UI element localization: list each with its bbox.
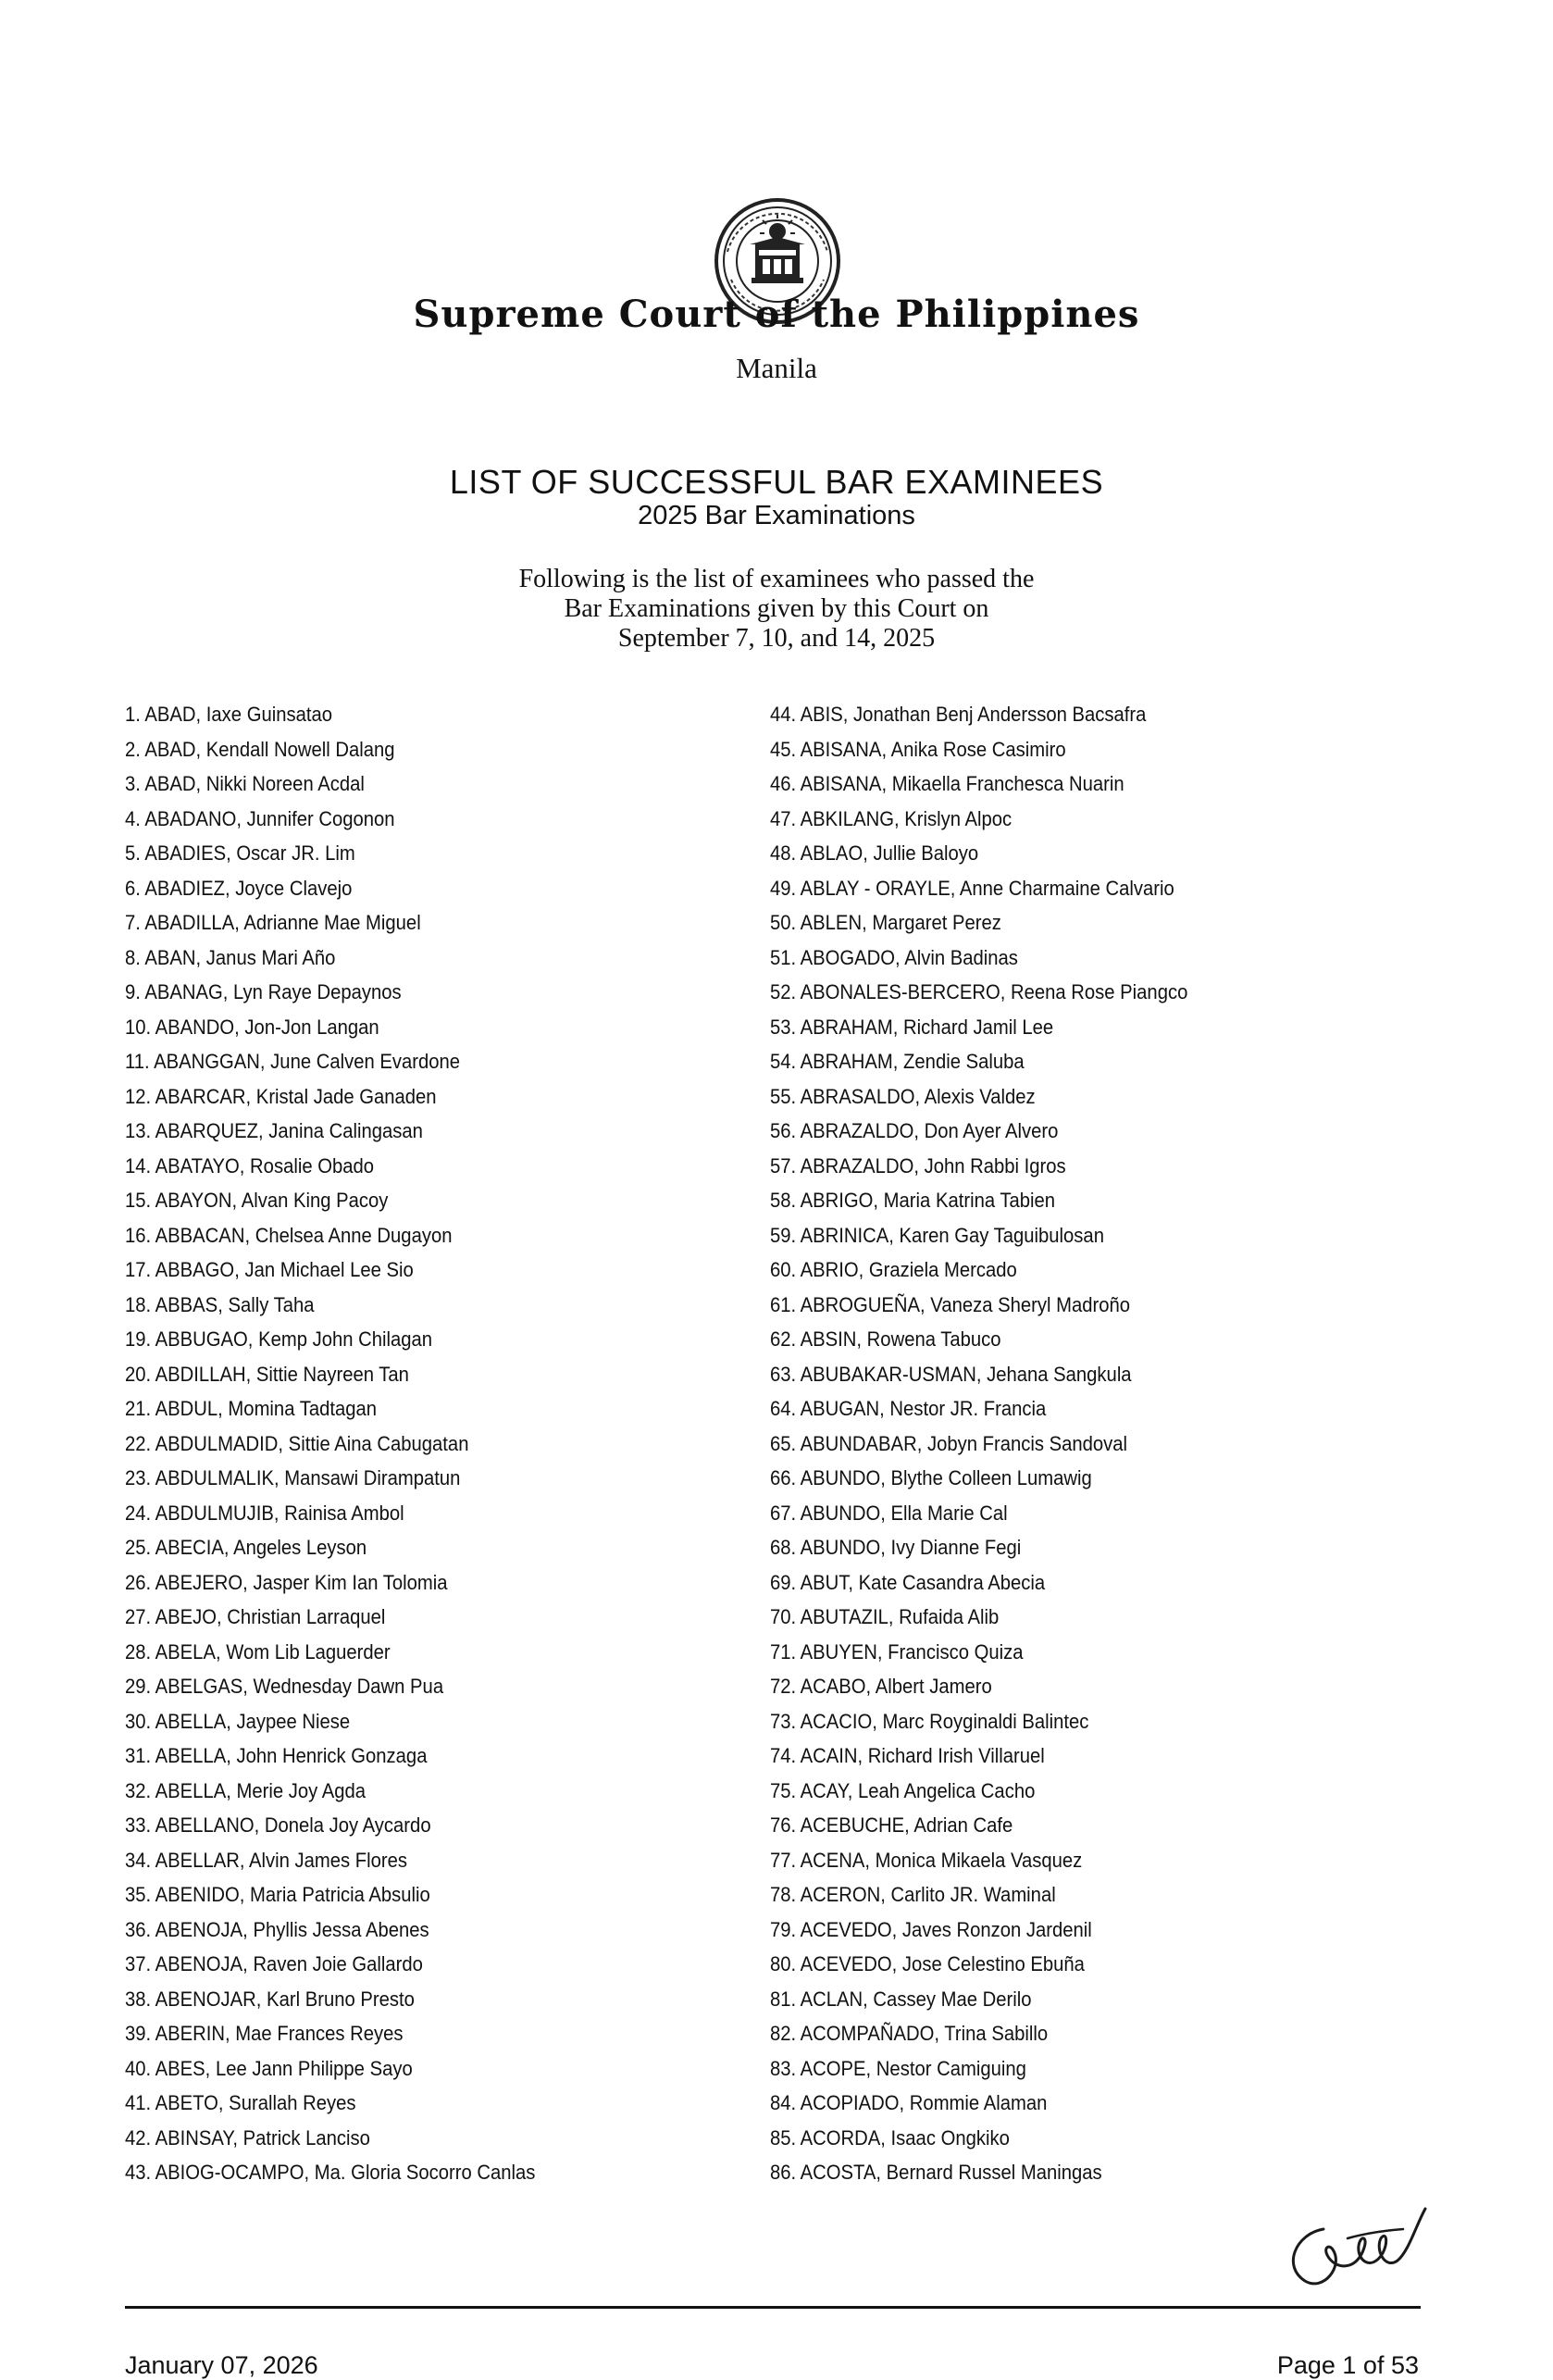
examinee-entry: 17. ABBAGO, Jan Michael Lee Sio (125, 1258, 414, 1281)
handwritten-initials-icon (1268, 2192, 1444, 2294)
examinee-entry: 86. ACOSTA, Bernard Russel Maningas (770, 2161, 1102, 2184)
examinee-entry: 79. ACEVEDO, Javes Ronzon Jardenil (770, 1917, 1092, 1941)
examinee-entry: 59. ABRINICA, Karen Gay Taguibulosan (770, 1223, 1104, 1247)
examinee-entry: 25. ABECIA, Angeles Leyson (125, 1536, 367, 1559)
intro-line: Following is the list of examinees who passed the (518, 565, 1035, 593)
examinee-entry: 80. ACEVEDO, Jose Celestino Ebuña (770, 1952, 1085, 1975)
examinee-list-left (125, 697, 810, 2190)
document-subtitle: 2025 Bar Examinations (638, 501, 915, 530)
examinee-entry: 43. ABIOG-OCAMPO, Ma. Gloria Socorro Canlas (125, 2161, 536, 2184)
examinee-entry: 18. ABBAS, Sally Taha (125, 1292, 315, 1316)
examinee-entry: 81. ACLAN, Cassey Mae Derilo (770, 1987, 1032, 2011)
examinee-entry: 72. ACABO, Albert Jamero (770, 1675, 992, 1698)
examinee-entry: 34. ABELLAR, Alvin James Flores (125, 1848, 408, 1872)
examinee-list-right (770, 697, 1455, 2190)
examinee-entry: 32. ABELLA, Merie Joy Agda (125, 1778, 367, 1802)
examinee-entry: 58. ABRIGO, Maria Katrina Tabien (770, 1189, 1056, 1212)
intro-paragraph (0, 565, 1553, 654)
examinee-entry: 29. ABELGAS, Wednesday Dawn Pua (125, 1675, 444, 1698)
examinee-entry: 68. ABUNDO, Ivy Dianne Fegi (770, 1536, 1022, 1559)
examinee-entry: 24. ABDULMUJIB, Rainisa Ambol (125, 1501, 404, 1525)
examinee-entry: 82. ACOMPAÑADO, Trina Sabillo (770, 2022, 1049, 2045)
examinee-entry: 67. ABUNDO, Ella Marie Cal (770, 1501, 1008, 1525)
examinee-entry: 51. ABOGADO, Alvin Badinas (770, 945, 1018, 969)
examinee-entry: 77. ACENA, Monica Mikaela Vasquez (770, 1848, 1083, 1872)
footer-rule (125, 2306, 1421, 2309)
examinee-entry: 3. ABAD, Nikki Noreen Acdal (125, 772, 365, 795)
examinee-entry: 1. ABAD, Iaxe Guinsatao (125, 703, 333, 726)
examinee-entry: 57. ABRAZALDO, John Rabbi Igros (770, 1153, 1066, 1178)
examinee-entry: 9. ABANAG, Lyn Raye Depaynos (125, 980, 402, 1003)
examinee-entry: 73. ACACIO, Marc Royginaldi Balintec (770, 1709, 1089, 1733)
examinee-entry: 7. ABADILLA, Adrianne Mae Miguel (125, 911, 421, 934)
examinee-entry: 53. ABRAHAM, Richard Jamil Lee (770, 1015, 1054, 1039)
examinee-entry: 83. ACOPE, Nestor Camiguing (770, 2056, 1026, 2080)
examinee-entry: 78. ACERON, Carlito JR. Waminal (770, 1883, 1056, 1906)
intro-line: Bar Examinations given by this Court on (564, 594, 989, 623)
examinee-entry: 75. ACAY, Leah Angelica Cacho (770, 1778, 1036, 1802)
examinee-entry: 63. ABUBAKAR-USMAN, Jehana Sangkula (770, 1362, 1132, 1386)
examinee-entry: 55. ABRASALDO, Alexis Valdez (770, 1084, 1036, 1108)
examinee-entry: 5. ABADIES, Oscar JR. Lim (125, 841, 355, 865)
examinee-entry: 11. ABANGGAN, June Calven Evardone (125, 1050, 461, 1073)
examinee-entry: 44. ABIS, Jonathan Benj Andersson Bacsafra (770, 703, 1147, 726)
document-title: LIST OF SUCCESSFUL BAR EXAMINEES (449, 463, 1104, 501)
examinee-entry: 45. ABISANA, Anika Rose Casimiro (770, 737, 1066, 761)
examinee-entry: 84. ACOPIADO, Rommie Alaman (770, 2091, 1048, 2114)
examinee-entry: 13. ABARQUEZ, Janina Calingasan (125, 1119, 423, 1142)
examinee-entry: 50. ABLEN, Margaret Perez (770, 911, 1001, 934)
examinee-entry: 65. ABUNDABAR, Jobyn Francis Sandoval (770, 1431, 1128, 1455)
examinee-entry: 42. ABINSAY, Patrick Lanciso (125, 2125, 370, 2149)
examinee-entry: 22. ABDULMADID, Sittie Aina Cabugatan (125, 1431, 469, 1455)
examinee-entry: 26. ABEJERO, Jasper Kim Ian Tolomia (125, 1570, 448, 1594)
examinee-entry: 56. ABRAZALDO, Don Ayer Alvero (770, 1119, 1059, 1142)
footer-date: January 07, 2026 (125, 2351, 318, 2379)
examinee-entry: 2. ABAD, Kendall Nowell Dalang (125, 737, 395, 761)
examinee-entry: 74. ACAIN, Richard Irish Villaruel (770, 1744, 1045, 1767)
examinee-entry: 35. ABENIDO, Maria Patricia Absulio (125, 1883, 430, 1906)
examinee-entry: 41. ABETO, Surallah Reyes (125, 2091, 356, 2114)
examinee-entry: 85. ACORDA, Isaac Ongkiko (770, 2125, 1010, 2149)
examinee-entry: 28. ABELA, Wom Lib Laguerder (125, 1639, 391, 1664)
examinee-entry: 8. ABAN, Janus Mari Año (125, 945, 336, 969)
examinee-entry: 39. ABERIN, Mae Frances Reyes (125, 2022, 404, 2045)
examinee-entry: 27. ABEJO, Christian Larraquel (125, 1605, 386, 1628)
examinee-entry: 60. ABRIO, Graziela Mercado (770, 1258, 1017, 1281)
court-name: Supreme Court of the Philippines (413, 293, 1140, 336)
examinee-entry: 12. ABARCAR, Kristal Jade Ganaden (125, 1084, 437, 1108)
examinee-entry: 66. ABUNDO, Blythe Colleen Lumawig (770, 1466, 1092, 1489)
examinee-entry: 76. ACEBUCHE, Adrian Cafe (770, 1813, 1013, 1837)
examinee-entry: 14. ABATAYO, Rosalie Obado (125, 1153, 375, 1178)
examinee-entry: 33. ABELLANO, Donela Joy Aycardo (125, 1813, 431, 1837)
examinee-entry: 38. ABENOJAR, Karl Bruno Presto (125, 1987, 415, 2011)
examinee-entry: 36. ABENOJA, Phyllis Jessa Abenes (125, 1917, 429, 1941)
examinee-entry: 70. ABUTAZIL, Rufaida Alib (770, 1605, 1000, 1628)
examinee-entry: 52. ABONALES-BERCERO, Reena Rose Piangco (770, 980, 1188, 1003)
examinee-entry: 48. ABLAO, Jullie Baloyo (770, 841, 979, 865)
examinee-entry: 54. ABRAHAM, Zendie Saluba (770, 1050, 1025, 1073)
examinee-entry: 40. ABES, Lee Jann Philippe Sayo (125, 2056, 413, 2080)
examinee-entry: 46. ABISANA, Mikaella Franchesca Nuarin (770, 772, 1124, 795)
examinee-entry: 31. ABELLA, John Henrick Gonzaga (125, 1744, 428, 1767)
examinee-entry: 62. ABSIN, Rowena Tabuco (770, 1327, 1001, 1351)
examinee-entry: 4. ABADANO, Junnifer Cogonon (125, 806, 395, 830)
examinee-entry: 6. ABADIEZ, Joyce Clavejo (125, 876, 353, 900)
examinee-entry: 61. ABROGUEÑA, Vaneza Sheryl Madroño (770, 1292, 1131, 1316)
examinee-entry: 69. ABUT, Kate Casandra Abecia (770, 1570, 1046, 1594)
examinee-entry: 49. ABLAY - ORAYLE, Anne Charmaine Calvario (770, 876, 1174, 900)
intro-line: September 7, 10, and 14, 2025 (617, 624, 936, 653)
examinee-entry: 10. ABANDO, Jon-Jon Langan (125, 1015, 379, 1039)
examinee-entry: 21. ABDUL, Momina Tadtagan (125, 1397, 378, 1420)
examinee-entry: 19. ABBUGAO, Kemp John Chilagan (125, 1327, 433, 1351)
examinee-entry: 64. ABUGAN, Nestor JR. Francia (770, 1397, 1047, 1420)
examinee-entry: 37. ABENOJA, Raven Joie Gallardo (125, 1952, 423, 1975)
examinee-entry: 71. ABUYEN, Francisco Quiza (770, 1639, 1024, 1664)
court-city: Manila (736, 352, 817, 384)
page-number: Page 1 of 53 (1276, 2351, 1419, 2379)
examinee-entry: 23. ABDULMALIK, Mansawi Dirampatun (125, 1466, 461, 1489)
examinee-entry: 20. ABDILLAH, Sittie Nayreen Tan (125, 1362, 409, 1386)
examinee-entry: 15. ABAYON, Alvan King Pacoy (125, 1189, 389, 1212)
examinee-entry: 16. ABBACAN, Chelsea Anne Dugayon (125, 1223, 453, 1247)
examinee-entry: 30. ABELLA, Jaypee Niese (125, 1709, 351, 1733)
examinee-entry: 47. ABKILANG, Krislyn Alpoc (770, 806, 1013, 830)
